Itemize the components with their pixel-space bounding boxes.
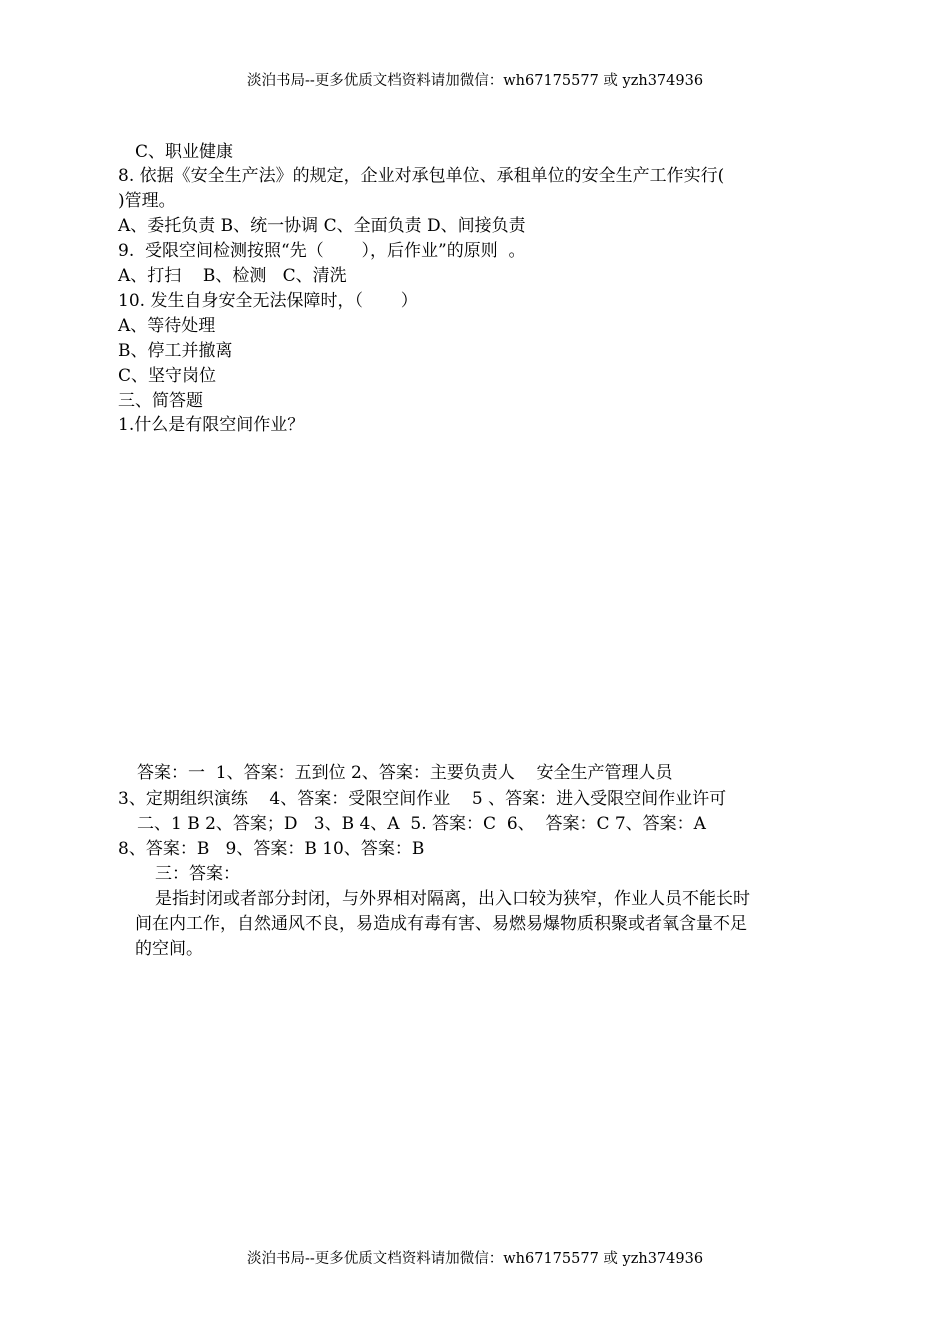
question-line: B、停工并撤离 — [118, 341, 233, 361]
question-line: )管理。 — [118, 191, 176, 211]
question-line: 1.什么是有限空间作业？ — [118, 415, 305, 435]
answer-line: 8、答案：B 9、答案：B 10、答案：B — [118, 839, 425, 859]
answer-line: 二、1 B 2、答案；D 3、B 4、A 5. 答案：C 6、 答案：C 7、答案：A — [137, 814, 706, 834]
answer-line: 间在内工作，自然通风不良，易造成有毒有害、易燃易爆物质积聚或者氧含量不足 — [135, 914, 747, 934]
question-line: A、打扫 B、检测 C、清洗 — [118, 266, 347, 286]
answer-line: 是指封闭或者部分封闭，与外界相对隔离，出入口较为狭窄，作业人员不能长时 — [155, 889, 750, 909]
answer-line: 的空间。 — [135, 939, 203, 959]
answer-line: 答案：一 1、答案：五到位 2、答案：主要负责人 安全生产管理人员 — [137, 763, 673, 783]
question-line: 10. 发生自身安全无法保障时，（ ） — [118, 291, 418, 311]
question-line: A、委托负责 B、统一协调 C、全面负责 D、间接负责 — [118, 216, 526, 236]
question-line: A、等待处理 — [118, 316, 216, 336]
question-line: C、坚守岗位 — [118, 366, 217, 386]
answer-line: 3、定期组织演练 4、答案：受限空间作业 5 、答案：进入受限空间作业许可 — [118, 789, 727, 809]
question-line: C、职业健康 — [135, 142, 234, 162]
page-header: 淡泊书局--更多优质文档资料请加微信：wh67175577 或 yzh374936 — [246, 73, 704, 89]
question-line: 9. 受限空间检测按照“先（ ），后作业”的原则 。 — [118, 241, 526, 261]
page-footer: 淡泊书局--更多优质文档资料请加微信：wh67175577 或 yzh374936 — [246, 1251, 704, 1267]
question-line: 8. 依据《安全生产法》的规定，企业对承包单位、承租单位的安全生产工作实行( — [118, 166, 725, 186]
section-title: 三、简答题 — [118, 391, 203, 411]
answer-line: 三：答案： — [155, 864, 240, 884]
